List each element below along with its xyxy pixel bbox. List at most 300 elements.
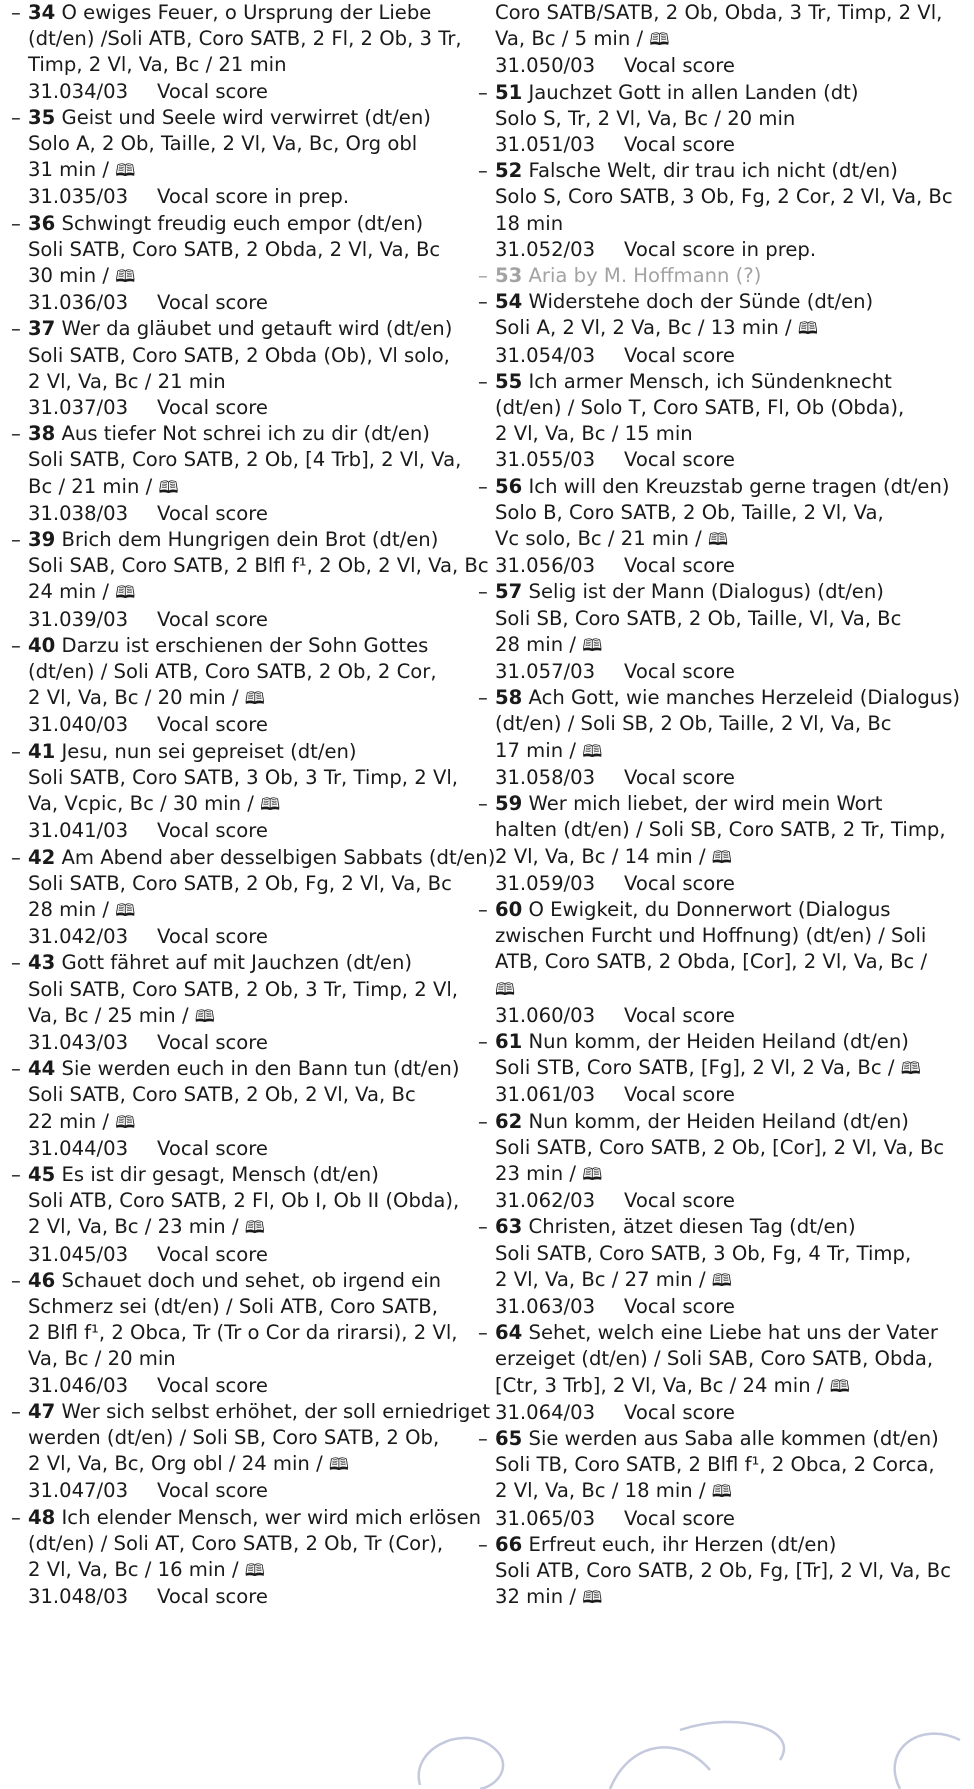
edition-number: 31.060/03 <box>495 1003 596 1027</box>
open-book-icon: 🕮 <box>115 161 136 182</box>
entry-text: Christen, ätzet diesen Tag (dt/en) <box>528 1215 856 1239</box>
entry-edition-line <box>478 343 970 369</box>
entry-line <box>478 949 970 975</box>
edition-number: 31.061/03 <box>495 1083 596 1107</box>
entry-number: 46 <box>28 1268 56 1292</box>
entry-line <box>11 1294 461 1320</box>
entry-dash: – <box>478 792 488 816</box>
entry-line <box>11 369 461 395</box>
entry-number: 60 <box>495 897 523 921</box>
entry-text: Soli SATB, Coro SATB, 2 Ob, 3 Tr, Timp, 2 Vl, <box>28 977 459 1001</box>
entry-line <box>478 1478 970 1505</box>
catalog-entry <box>478 158 970 263</box>
edition-type: Vocal score <box>157 291 268 315</box>
entry-line <box>11 1557 461 1584</box>
entry-text: Geist und Seele wird verwirret (dt/en) <box>61 105 431 129</box>
catalog-entry <box>478 1320 970 1426</box>
open-book-icon: 🕮 <box>115 583 136 604</box>
entry-text: (dt/en) /Soli ATB, Coro SATB, 2 Fl, 2 Ob, 3 Tr, <box>28 27 462 51</box>
open-book-icon: 🕮 <box>649 30 670 51</box>
open-book-icon: 🕮 <box>711 847 732 868</box>
entry-number: 56 <box>495 474 523 498</box>
open-book-icon: 🕮 <box>707 530 728 551</box>
signature-watermark <box>380 1690 974 1789</box>
entry-text: Aus tiefer Not schrei ich zu dir (dt/en) <box>61 422 430 446</box>
entry-line <box>478 1452 970 1478</box>
entry-line <box>478 106 970 132</box>
entry-line <box>11 263 461 290</box>
entry-dash: – <box>11 845 21 869</box>
entry-text: Jesu, nun sei gepreiset (dt/en) <box>61 739 357 763</box>
entry-line <box>478 1320 970 1346</box>
edition-number: 31.046/03 <box>28 1373 129 1397</box>
entry-number: 55 <box>495 369 523 393</box>
entry-text: zwischen Furcht und Hoffnung) (dt/en) / Soli <box>495 924 927 948</box>
entry-text: 2 Vl, Va, Bc / 27 min / <box>495 1267 706 1291</box>
open-book-icon: 🕮 <box>582 635 603 656</box>
entry-text: 2 Blfl f¹, 2 Obca, Tr (Tr o Cor da rirarsi), 2 Vl, <box>28 1321 458 1345</box>
entry-number: 58 <box>495 686 523 710</box>
edition-type: Vocal score <box>157 607 268 631</box>
entry-line <box>478 579 970 605</box>
open-book-icon: 🕮 <box>582 1164 603 1185</box>
entry-number: 52 <box>495 159 523 183</box>
entry-number: 42 <box>28 845 56 869</box>
entry-text: Ach Gott, wie manches Herzeleid (Dialogus) <box>528 686 961 710</box>
edition-type: Vocal score <box>624 448 735 472</box>
entry-dash: – <box>11 105 21 129</box>
entry-dash: – <box>11 1399 21 1423</box>
entry-text: 2 Vl, Va, Bc / 16 min / <box>28 1557 239 1581</box>
entry-text: 2 Vl, Va, Bc, Org obl / 24 min / <box>28 1452 323 1476</box>
entry-text: Schmerz sei (dt/en) / Soli ATB, Coro SATB, <box>28 1294 438 1318</box>
entry-text: Va, Bc / 5 min / <box>495 27 644 51</box>
entry-text: Aria by M. Hoffmann (?) <box>528 264 762 288</box>
entry-line <box>478 1346 970 1372</box>
entry-line <box>478 263 970 289</box>
entry-number: 35 <box>28 105 56 129</box>
entry-line <box>478 395 970 421</box>
entry-edition-line <box>478 1188 970 1214</box>
entry-text: Va, Bc / 25 min / <box>28 1003 189 1027</box>
entry-line <box>478 0 970 26</box>
entry-line <box>11 1056 461 1082</box>
entry-edition-line <box>11 290 461 316</box>
entry-line <box>11 845 496 871</box>
open-book-icon: 🕮 <box>244 1560 265 1581</box>
entry-dash: – <box>478 159 488 183</box>
entry-dash: – <box>478 474 488 498</box>
entry-text: 24 min / <box>28 580 109 604</box>
entry-line <box>11 1162 461 1188</box>
entry-text: Coro SATB/SATB, 2 Ob, Obda, 3 Tr, Timp, 2 Vl, <box>495 1 943 24</box>
entry-text: Sehet, welch eine Liebe hat uns der Vater <box>528 1321 938 1345</box>
entry-line <box>11 343 461 369</box>
entry-line <box>478 1214 970 1240</box>
edition-type: Vocal score <box>157 925 268 949</box>
entry-dash: – <box>478 686 488 710</box>
entry-line <box>478 1029 970 1055</box>
entry-edition-line <box>478 1294 970 1320</box>
edition-type: Vocal score <box>624 660 735 684</box>
entry-text: O ewiges Feuer, o Ursprung der Liebe <box>61 1 432 24</box>
open-book-icon: 🕮 <box>244 689 265 710</box>
catalog-column-right <box>478 0 970 1611</box>
entry-line <box>11 871 461 897</box>
entry-text: 2 Vl, Va, Bc / 14 min / <box>495 844 706 868</box>
entry-line <box>478 606 970 632</box>
entry-text: 2 Vl, Va, Bc / 20 min / <box>28 686 239 710</box>
entry-text: Wer da gläubet und getauft wird (dt/en) <box>61 317 453 341</box>
entry-dash: – <box>11 1505 21 1529</box>
entry-edition-line <box>11 79 461 105</box>
entry-line <box>478 1373 970 1400</box>
edition-number: 31.043/03 <box>28 1030 129 1054</box>
entry-number: 61 <box>495 1029 523 1053</box>
catalog-entry <box>478 289 970 369</box>
entry-edition-line <box>11 1242 461 1268</box>
entry-text: Soli SB, Coro SATB, 2 Ob, Taille, Vl, Va, Bc <box>495 606 902 630</box>
entry-line <box>478 1558 970 1584</box>
entry-number: 39 <box>28 528 56 552</box>
entry-dash: – <box>11 211 21 235</box>
edition-number: 31.052/03 <box>495 237 596 261</box>
entry-text: Es ist dir gesagt, Mensch (dt/en) <box>61 1162 379 1186</box>
open-book-icon: 🕮 <box>194 1006 215 1027</box>
entry-number: 41 <box>28 739 56 763</box>
entry-edition-line <box>11 818 461 844</box>
entry-line <box>11 553 489 579</box>
edition-number: 31.045/03 <box>28 1242 129 1266</box>
entry-text: Soli SATB, Coro SATB, 2 Obda, 2 Vl, Va, Bc <box>28 237 441 261</box>
entry-number: 53 <box>495 264 523 288</box>
entry-line <box>11 1268 461 1294</box>
entry-line <box>478 1267 970 1294</box>
entry-edition-line <box>11 607 461 633</box>
catalog-entry <box>11 0 461 105</box>
edition-type: Vocal score <box>624 765 735 789</box>
entry-text: 17 min / <box>495 738 576 762</box>
open-book-icon: 🕮 <box>711 1482 732 1503</box>
entry-text: (dt/en) / Soli SB, 2 Ob, Taille, 2 Vl, Va, Bc <box>495 712 892 736</box>
entry-dash: – <box>478 1426 488 1450</box>
entry-text: Soli SAB, Coro SATB, 2 Blfl f¹, 2 Ob, 2 Vl, Va, Bc <box>28 554 489 578</box>
entry-text: 18 min <box>495 211 564 235</box>
entry-text: Ich elender Mensch, wer wird mich erlösen <box>61 1505 482 1529</box>
edition-number: 31.039/03 <box>28 607 129 631</box>
entry-text: (dt/en) / Soli ATB, Coro SATB, 2 Ob, 2 Cor, <box>28 660 437 684</box>
edition-type: Vocal score <box>624 343 735 367</box>
entry-line <box>478 421 970 447</box>
entry-text: Wer sich selbst erhöhet, der soll erniedriget <box>61 1399 491 1423</box>
entry-text: Soli SATB, Coro SATB, 2 Ob, [4 Trb], 2 Vl, Va, <box>28 448 462 472</box>
catalog-entry <box>11 421 461 527</box>
entry-line <box>478 1532 970 1558</box>
edition-number: 31.047/03 <box>28 1479 129 1503</box>
entry-line <box>11 633 461 659</box>
entry-dash: – <box>478 80 488 104</box>
entry-line <box>11 316 461 342</box>
entry-number: 40 <box>28 633 56 657</box>
entry-edition-line <box>478 1400 970 1426</box>
entry-number: 64 <box>495 1321 523 1345</box>
entry-text: Ich armer Mensch, ich Sündenknecht <box>528 369 892 393</box>
open-book-icon: 🕮 <box>244 1218 265 1239</box>
entry-text: Soli SATB, Coro SATB, 2 Ob, Fg, 2 Vl, Va, Bc <box>28 871 452 895</box>
entry-line <box>11 421 461 447</box>
entry-edition-line <box>478 1082 970 1108</box>
entry-text: Soli SATB, Coro SATB, 2 Ob, 2 Vl, Va, Bc <box>28 1083 416 1107</box>
entry-text: werden (dt/en) / Soli SB, Coro SATB, 2 Ob, <box>28 1425 440 1449</box>
entry-number: 59 <box>495 792 523 816</box>
entry-edition-line <box>11 1030 461 1056</box>
entry-edition-line <box>478 237 970 263</box>
entry-number: 62 <box>495 1109 523 1133</box>
entry-edition-line <box>478 53 970 79</box>
catalog-entry <box>478 1109 970 1215</box>
catalog-entry <box>478 263 970 289</box>
edition-number: 31.051/03 <box>495 133 596 157</box>
entry-line <box>11 897 461 924</box>
entry-text: Soli SATB, Coro SATB, 3 Ob, Fg, 4 Tr, Timp, <box>495 1241 912 1265</box>
entry-line <box>478 1426 970 1452</box>
entry-line <box>478 1055 970 1082</box>
entry-dash: – <box>11 528 21 552</box>
entry-number: 57 <box>495 580 523 604</box>
entry-dash: – <box>478 1532 488 1556</box>
entry-line <box>478 474 970 500</box>
entry-text: Sie werden aus Saba alle kommen (dt/en) <box>528 1426 939 1450</box>
entry-line <box>478 369 970 395</box>
edition-type: Vocal score <box>624 1083 735 1107</box>
entry-line <box>11 1531 461 1557</box>
entry-line <box>11 977 461 1003</box>
entry-line <box>478 738 970 765</box>
entry-line <box>478 1135 970 1161</box>
entry-text: Vc solo, Bc / 21 min / <box>495 527 702 551</box>
entry-text: 32 min / <box>495 1585 576 1609</box>
entry-text: Falsche Welt, dir trau ich nicht (dt/en) <box>528 159 898 183</box>
open-book-icon: 🕮 <box>829 1376 850 1397</box>
catalog-entry <box>478 1214 970 1320</box>
catalog-entry <box>11 316 461 421</box>
edition-type: Vocal score <box>624 1294 735 1318</box>
catalog-entry <box>478 685 970 791</box>
edition-number: 31.059/03 <box>495 871 596 895</box>
open-book-icon: 🕮 <box>115 1112 136 1133</box>
entry-edition-line <box>478 132 970 158</box>
catalog-entry <box>11 1056 461 1162</box>
entry-number: 37 <box>28 317 56 341</box>
entry-line <box>11 1425 461 1451</box>
entry-text: Timp, 2 Vl, Va, Bc / 21 min <box>28 53 287 77</box>
entry-text: Nun komm, der Heiden Heiland (dt/en) <box>528 1029 909 1053</box>
catalog-column-left <box>11 0 496 1610</box>
entry-dash: – <box>478 1109 488 1133</box>
open-book-icon: 🕮 <box>582 1588 603 1609</box>
entry-line <box>478 315 970 342</box>
entry-text: Soli STB, Coro SATB, [Fg], 2 Vl, 2 Va, Bc / <box>495 1056 895 1080</box>
catalog-entry <box>478 0 970 80</box>
edition-type: Vocal score <box>624 1189 735 1213</box>
entry-line <box>11 791 461 818</box>
catalog-entry <box>478 1532 970 1612</box>
edition-type: Vocal score <box>157 1030 268 1054</box>
entry-line <box>11 579 461 606</box>
entry-line <box>11 105 461 131</box>
entry-line <box>478 211 970 237</box>
entry-line <box>11 1346 461 1372</box>
entry-line <box>478 685 970 711</box>
catalog-entry <box>11 1162 461 1268</box>
entry-dash: – <box>478 580 488 604</box>
entry-line <box>478 1584 970 1611</box>
entry-number: 65 <box>495 1426 523 1450</box>
entry-text: Va, Bc / 20 min <box>28 1347 176 1371</box>
entry-number: 44 <box>28 1057 56 1081</box>
catalog-entry <box>11 739 461 845</box>
entry-line <box>11 157 461 184</box>
entry-line <box>11 1505 482 1531</box>
entry-line <box>478 184 970 210</box>
entry-number: 66 <box>495 1532 523 1556</box>
entry-dash: – <box>478 1215 488 1239</box>
entry-dash: – <box>478 264 488 288</box>
entry-line <box>478 817 970 843</box>
entry-text: 2 Vl, Va, Bc / 23 min / <box>28 1215 239 1239</box>
entry-text: Wer mich liebet, der wird mein Wort <box>528 792 883 816</box>
edition-type: Vocal score <box>624 133 735 157</box>
entry-line <box>11 950 461 976</box>
edition-number: 31.062/03 <box>495 1189 596 1213</box>
entry-dash: – <box>11 633 21 657</box>
edition-type: Vocal score <box>157 79 268 103</box>
catalog-entry <box>478 369 970 474</box>
entry-edition-line <box>478 1506 970 1532</box>
entry-edition-line <box>11 501 461 527</box>
entry-text: Soli ATB, Coro SATB, 2 Fl, Ob I, Ob II (Obda), <box>28 1189 460 1213</box>
entry-line <box>478 711 970 737</box>
entry-text: Gott fähret auf mit Jauchzen (dt/en) <box>61 951 413 975</box>
entry-dash: – <box>11 317 21 341</box>
edition-type: Vocal score in prep. <box>624 237 817 261</box>
entry-dash: – <box>478 897 488 921</box>
entry-dash: – <box>11 1268 21 1292</box>
entry-line <box>11 1082 461 1108</box>
entry-edition-line <box>11 1136 461 1162</box>
edition-type: Vocal score <box>157 1373 268 1397</box>
entry-text: Solo S, Coro SATB, 3 Ob, Fg, 2 Cor, 2 Vl, Va, Bc <box>495 185 953 209</box>
entry-text: Widerstehe doch der Sünde (dt/en) <box>528 290 874 314</box>
entry-line <box>11 765 461 791</box>
entry-line <box>11 659 461 685</box>
entry-line <box>478 632 970 659</box>
edition-type: Vocal score <box>624 1400 735 1424</box>
entry-edition-line <box>11 712 461 738</box>
entry-number: 43 <box>28 951 56 975</box>
open-book-icon: 🕮 <box>582 741 603 762</box>
entry-text: Soli ATB, Coro SATB, 2 Ob, Fg, [Tr], 2 Vl, Va, Bc <box>495 1558 951 1582</box>
edition-number: 31.054/03 <box>495 343 596 367</box>
entry-text: 28 min / <box>495 632 576 656</box>
entry-line <box>11 1451 461 1478</box>
entry-text: [Ctr, 3 Trb], 2 Vl, Va, Bc / 24 min / <box>495 1373 824 1397</box>
entry-line <box>478 1109 970 1135</box>
edition-number: 31.050/03 <box>495 54 596 78</box>
entry-number: 48 <box>28 1505 56 1529</box>
entry-line <box>11 474 461 501</box>
edition-type: Vocal score <box>157 396 268 420</box>
entry-edition-line <box>478 553 970 579</box>
entry-edition-line <box>478 765 970 791</box>
entry-line <box>11 211 461 237</box>
entry-text: Erfreut euch, ihr Herzen (dt/en) <box>528 1532 837 1556</box>
entry-text: 2 Vl, Va, Bc / 21 min <box>28 369 226 393</box>
entry-text: Darzu ist erschienen der Sohn Gottes <box>61 633 429 657</box>
edition-number: 31.038/03 <box>28 501 129 525</box>
edition-number: 31.064/03 <box>495 1400 596 1424</box>
entry-edition-line <box>11 924 461 950</box>
edition-number: 31.035/03 <box>28 185 129 209</box>
entry-line <box>478 289 970 315</box>
entry-number: 47 <box>28 1399 56 1423</box>
entry-text: (dt/en) / Solo T, Coro SATB, Fl, Ob (Obda), <box>495 396 905 420</box>
edition-type: Vocal score <box>624 1506 735 1530</box>
entry-edition-line <box>11 1584 461 1610</box>
entry-text: Ich will den Kreuzstab gerne tragen (dt/en) <box>528 474 950 498</box>
entry-line <box>11 52 461 78</box>
edition-type: Vocal score <box>624 1003 735 1027</box>
entry-line <box>11 131 461 157</box>
edition-type: Vocal score <box>157 819 268 843</box>
catalog-entry <box>478 1029 970 1109</box>
entry-dash: – <box>478 1321 488 1345</box>
entry-line <box>478 976 970 1003</box>
catalog-entry <box>11 211 461 317</box>
entry-text: Selig ist der Mann (Dialogus) (dt/en) <box>528 580 884 604</box>
catalog-entry <box>11 1505 482 1611</box>
edition-type: Vocal score <box>157 1242 268 1266</box>
entry-line <box>11 685 461 712</box>
entry-number: 54 <box>495 290 523 314</box>
entry-text: Schauet doch und sehet, ob irgend ein <box>61 1268 442 1292</box>
catalog-entry <box>478 897 970 1029</box>
entry-text: Solo B, Coro SATB, 2 Ob, Taille, 2 Vl, Va, <box>495 500 884 524</box>
edition-number: 31.057/03 <box>495 660 596 684</box>
entry-text: halten (dt/en) / Soli SB, Coro SATB, 2 Tr, Timp, <box>495 818 946 842</box>
entry-dash: – <box>11 951 21 975</box>
entry-text: Soli A, 2 Vl, 2 Va, Bc / 13 min / <box>495 316 792 340</box>
edition-number: 31.040/03 <box>28 713 129 737</box>
entry-number: 51 <box>495 80 523 104</box>
entry-number: 45 <box>28 1162 56 1186</box>
open-book-icon: 🕮 <box>900 1059 921 1080</box>
open-book-icon: 🕮 <box>328 1455 349 1476</box>
edition-type: Vocal score <box>624 554 735 578</box>
edition-number: 31.056/03 <box>495 554 596 578</box>
catalog-entry <box>11 105 461 211</box>
entry-line <box>11 739 461 765</box>
entry-line <box>478 897 970 923</box>
entry-text: Am Abend aber desselbigen Sabbats (dt/en) <box>61 845 496 869</box>
entry-text: Brich dem Hungrigen dein Brot (dt/en) <box>61 528 439 552</box>
entry-text: (dt/en) / Soli AT, Coro SATB, 2 Ob, Tr (Cor), <box>28 1531 444 1555</box>
entry-line <box>11 1109 461 1136</box>
edition-type: Vocal score <box>157 1479 268 1503</box>
entry-text: 31 min / <box>28 158 109 182</box>
entry-text: Jauchzet Gott in allen Landen (dt) <box>528 80 859 104</box>
entry-text: Va, Vcpic, Bc / 30 min / <box>28 792 254 816</box>
